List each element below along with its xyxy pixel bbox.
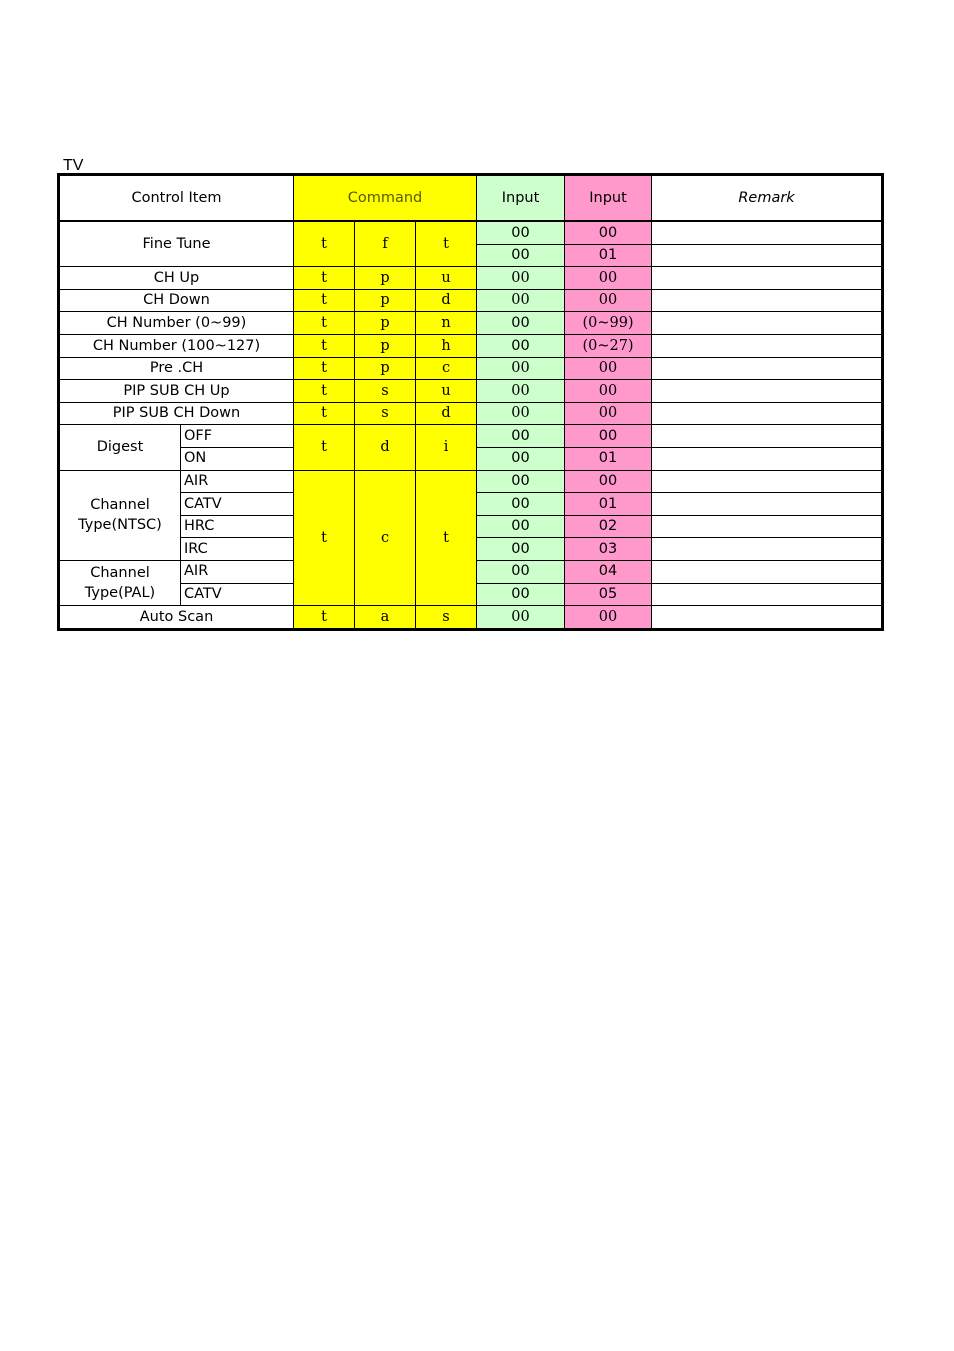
row-label-channel-type-ntsc: Channel Type(NTSC) [60, 470, 181, 560]
input-2-cell: 00 [565, 606, 652, 629]
input-2-cell: (0~99) [565, 312, 652, 335]
remark-cell [652, 221, 882, 244]
cmd-char-2: s [355, 402, 416, 425]
command-table [59, 175, 882, 629]
sub-label-hrc: HRC [181, 515, 294, 538]
input-1-cell: 00 [477, 493, 565, 516]
row-label-ch-down: CH Down [60, 289, 294, 312]
input-1-cell: 00 [477, 538, 565, 561]
input-1-cell: 00 [477, 425, 565, 448]
cmd-char-2: p [355, 312, 416, 335]
input-1-cell: 00 [477, 606, 565, 629]
table-row [60, 334, 882, 357]
remark-cell [652, 267, 882, 290]
remark-cell [652, 334, 882, 357]
cmd-char-3: n [416, 312, 477, 335]
sub-label-catv: CATV [181, 493, 294, 516]
table-row [60, 380, 882, 403]
cmd-char-2: p [355, 289, 416, 312]
cmd-char-1: t [294, 606, 355, 629]
cmd-char-3: u [416, 267, 477, 290]
cmd-char-2: p [355, 357, 416, 380]
input-1-cell: 00 [477, 312, 565, 335]
sub-label-irc: IRC [181, 538, 294, 561]
cmd-char-2: d [355, 425, 416, 470]
input-2-cell: 00 [565, 289, 652, 312]
cmd-char-1: t [294, 425, 355, 470]
input-2-cell: 01 [565, 447, 652, 470]
input-2-cell: 01 [565, 244, 652, 267]
input-1-cell: 00 [477, 515, 565, 538]
table-row [60, 221, 882, 244]
cmd-char-3: h [416, 334, 477, 357]
row-label-pre-ch: Pre .CH [60, 357, 294, 380]
table-row [60, 312, 882, 335]
input-2-cell: 05 [565, 583, 652, 606]
header-control-item: Control Item [60, 176, 294, 222]
table-row [60, 470, 882, 493]
input-2-cell: 01 [565, 493, 652, 516]
remark-cell [652, 289, 882, 312]
sub-label-air: AIR [181, 470, 294, 493]
cmd-char-1: t [294, 470, 355, 606]
input-1-cell: 00 [477, 447, 565, 470]
cmd-char-3: c [416, 357, 477, 380]
table-row [60, 289, 882, 312]
remark-cell [652, 583, 882, 606]
cmd-char-1: t [294, 289, 355, 312]
header-command: Command [294, 176, 477, 222]
row-label-pip-sub-ch-up: PIP SUB CH Up [60, 380, 294, 403]
input-2-cell: 02 [565, 515, 652, 538]
input-2-cell: 00 [565, 470, 652, 493]
table-row [60, 267, 882, 290]
input-1-cell: 00 [477, 334, 565, 357]
remark-cell [652, 560, 882, 583]
input-1-cell: 00 [477, 289, 565, 312]
remark-cell [652, 606, 882, 629]
input-1-cell: 00 [477, 470, 565, 493]
remark-cell [652, 515, 882, 538]
cmd-char-2: c [355, 470, 416, 606]
table-row [60, 402, 882, 425]
cmd-char-1: t [294, 402, 355, 425]
row-label-auto-scan: Auto Scan [60, 606, 294, 629]
cmd-char-3: t [416, 470, 477, 606]
cmd-char-3: d [416, 402, 477, 425]
cmd-char-3: s [416, 606, 477, 629]
cmd-char-2: p [355, 334, 416, 357]
remark-cell [652, 538, 882, 561]
cmd-char-1: t [294, 334, 355, 357]
cmd-char-3: u [416, 380, 477, 403]
input-2-cell: 00 [565, 380, 652, 403]
header-row [60, 176, 882, 222]
input-1-cell: 00 [477, 560, 565, 583]
table-row [60, 425, 882, 448]
remark-cell [652, 425, 882, 448]
row-label-ch-up: CH Up [60, 267, 294, 290]
row-label-ch-number-99: CH Number (0~99) [60, 312, 294, 335]
row-label-fine-tune: Fine Tune [60, 221, 294, 267]
header-remark: Remark [652, 176, 882, 222]
input-1-cell: 00 [477, 583, 565, 606]
table-row [60, 606, 882, 629]
input-2-cell: 04 [565, 560, 652, 583]
cmd-char-2: s [355, 380, 416, 403]
cmd-char-1: t [294, 312, 355, 335]
input-2-cell: 00 [565, 267, 652, 290]
input-1-cell: 00 [477, 267, 565, 290]
input-1-cell: 00 [477, 402, 565, 425]
input-2-cell: 03 [565, 538, 652, 561]
sub-label-on: ON [181, 447, 294, 470]
input-1-cell: 00 [477, 244, 565, 267]
cmd-char-2: a [355, 606, 416, 629]
row-label-pip-sub-ch-down: PIP SUB CH Down [60, 402, 294, 425]
sub-label-air: AIR [181, 560, 294, 583]
cmd-char-1: t [294, 357, 355, 380]
cmd-char-1: t [294, 221, 355, 267]
row-label-ch-number-127: CH Number (100~127) [60, 334, 294, 357]
remark-cell [652, 493, 882, 516]
section-label: TV [63, 157, 84, 174]
row-label-digest: Digest [60, 425, 181, 470]
cmd-char-1: t [294, 380, 355, 403]
row-label-channel-type-pal: Channel Type(PAL) [60, 560, 181, 605]
header-input-2: Input [565, 176, 652, 222]
input-1-cell: 00 [477, 357, 565, 380]
sub-label-catv: CATV [181, 583, 294, 606]
remark-cell [652, 357, 882, 380]
remark-cell [652, 312, 882, 335]
input-1-cell: 00 [477, 380, 565, 403]
remark-cell [652, 244, 882, 267]
cmd-char-2: p [355, 267, 416, 290]
sub-label-off: OFF [181, 425, 294, 448]
input-1-cell: 00 [477, 221, 565, 244]
cmd-char-1: t [294, 267, 355, 290]
input-2-cell: 00 [565, 402, 652, 425]
remark-cell [652, 447, 882, 470]
remark-cell [652, 380, 882, 403]
remark-cell [652, 402, 882, 425]
input-2-cell: 00 [565, 425, 652, 448]
input-2-cell: (0~27) [565, 334, 652, 357]
cmd-char-3: i [416, 425, 477, 470]
input-2-cell: 00 [565, 357, 652, 380]
header-input-1: Input [477, 176, 565, 222]
remark-cell [652, 470, 882, 493]
table-row [60, 357, 882, 380]
cmd-char-2: f [355, 221, 416, 267]
cmd-char-3: t [416, 221, 477, 267]
input-2-cell: 00 [565, 221, 652, 244]
cmd-char-3: d [416, 289, 477, 312]
